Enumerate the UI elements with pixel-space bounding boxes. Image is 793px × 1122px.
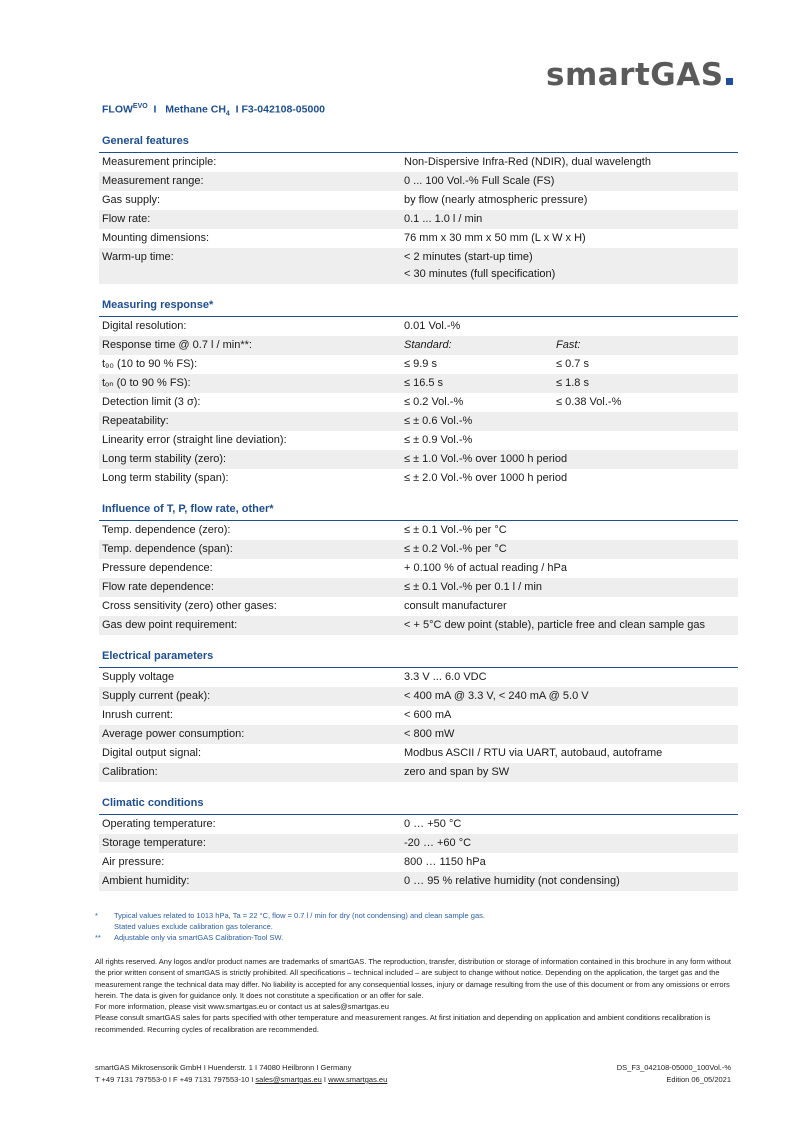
spec-row — [99, 706, 738, 725]
spec-value: < + 5°C dew point (stable), particle free and clean sample gas — [404, 619, 705, 631]
spec-table — [99, 153, 738, 284]
footnote-line: Typical values related to 1013 hPa, Ta = 22 °C, flow = 0.7 l / min for dry (not condensing) and clean sample gas. — [114, 911, 485, 920]
spec-row — [99, 191, 738, 210]
spec-value: ≤ ± 1.0 Vol.-% over 1000 h period — [404, 453, 568, 465]
spec-label: Long term stability (span): — [102, 472, 229, 484]
spec-value: ≤ ± 0.2 Vol.-% per °C — [404, 543, 507, 555]
website-link[interactable]: www.smartgas.eu — [328, 1075, 388, 1084]
spec-row — [99, 834, 738, 853]
spec-value: 800 … 1150 hPa — [404, 856, 486, 868]
spec-row — [99, 172, 738, 191]
section-influence — [99, 501, 738, 635]
standard-header: Standard: — [404, 339, 452, 351]
legal-notice — [95, 956, 735, 1035]
spec-row — [99, 597, 738, 616]
spec-row — [99, 559, 738, 578]
spec-label: Temp. dependence (zero): — [102, 524, 231, 536]
footnote-mark: * — [95, 911, 98, 920]
spec-label: Pressure dependence: — [102, 562, 213, 574]
spec-value — [401, 374, 738, 393]
page-footer — [95, 1062, 731, 1086]
product-name: FLOW — [102, 103, 133, 116]
spec-row — [99, 317, 738, 336]
spec-label: Supply current (peak): — [102, 690, 211, 702]
spec-value: 3.3 V ... 6.0 VDC — [404, 671, 487, 683]
email-link[interactable]: sales@smartgas.eu — [255, 1075, 322, 1084]
spec-label: Warm-up time: — [102, 251, 174, 263]
spec-label: Gas supply: — [102, 194, 161, 206]
spec-label: Ambient humidity: — [102, 875, 190, 887]
logo-text: smartGAS — [546, 57, 724, 93]
spec-row — [99, 393, 738, 412]
spec-label: Calibration: — [102, 766, 158, 778]
footnote-text — [114, 910, 485, 932]
spec-label: Gas dew point requirement: — [102, 619, 238, 631]
spec-value — [401, 393, 738, 412]
footnote — [95, 910, 735, 932]
spec-value: < 400 mA @ 3.3 V, < 240 mA @ 5.0 V — [404, 690, 589, 702]
logo-dot — [726, 78, 733, 85]
footnotes — [95, 910, 735, 943]
spec-value — [401, 248, 738, 282]
spec-row — [99, 374, 738, 393]
spec-row — [99, 431, 738, 450]
document-title — [102, 103, 325, 118]
contact-separator: I — [321, 1075, 329, 1084]
section-title: General features — [99, 133, 738, 153]
product-sup: EVO — [132, 103, 148, 110]
spec-value: 0 ... 100 Vol.-% Full Scale (FS) — [404, 175, 555, 187]
spec-row — [99, 540, 738, 559]
spec-row — [99, 469, 738, 488]
legal-paragraph: For more information, please visit www.smartgas.eu or contact us at sales@smartgas.eu — [95, 1002, 389, 1012]
title-separator: I — [153, 103, 157, 116]
spec-label: Long term stability (zero): — [102, 453, 227, 465]
spec-row — [99, 687, 738, 706]
footnote-text: Adjustable only via smartGAS Calibration-Tool SW. — [114, 933, 284, 942]
spec-value: ≤ ± 0.1 Vol.-% per 0.1 l / min — [404, 581, 543, 593]
spec-value: 76 mm x 30 mm x 50 mm (L x W x H) — [404, 232, 586, 244]
standard-value: ≤ 0.2 Vol.-% — [404, 396, 464, 408]
spec-value: + 0.100 % of actual reading / hPa — [404, 562, 567, 574]
section-electrical — [99, 648, 738, 782]
spec-value: ≤ ± 0.9 Vol.-% — [404, 434, 473, 446]
spec-label: Measurement principle: — [102, 156, 217, 168]
section-title: Climatic conditions — [99, 795, 738, 815]
spec-sections — [99, 133, 738, 904]
spec-value: Non-Dispersive Infra-Red (NDIR), dual wavelength — [404, 156, 651, 168]
standard-value: ≤ 16.5 s — [404, 377, 444, 389]
phone-fax: T +49 7131 797553-0 I F +49 7131 797553-10 I — [95, 1075, 256, 1084]
spec-label: Inrush current: — [102, 709, 173, 721]
edition: Edition 06_05/2021 — [666, 1075, 731, 1084]
spec-label: t₉₀ (10 to 90 % FS): — [102, 358, 198, 370]
spec-label: Measurement range: — [102, 175, 204, 187]
spec-row — [99, 412, 738, 431]
spec-row — [99, 521, 738, 540]
spec-label: Operating temperature: — [102, 818, 216, 830]
spec-row — [99, 872, 738, 891]
spec-label: Storage temperature: — [102, 837, 206, 849]
spec-row — [99, 450, 738, 469]
spec-value: Modbus ASCII / RTU via UART, autobaud, autoframe — [404, 747, 663, 759]
spec-row — [99, 336, 738, 355]
title-separator: I — [235, 103, 239, 116]
standard-value: ≤ 9.9 s — [404, 358, 437, 370]
spec-value: 0.1 ... 1.0 l / min — [404, 213, 483, 225]
footnote — [95, 932, 735, 943]
spec-row — [99, 763, 738, 782]
smartgas-logo — [546, 58, 731, 92]
spec-value: -20 … +60 °C — [404, 837, 472, 849]
part-code: F3-042108-05000 — [241, 103, 325, 116]
spec-label: Digital output signal: — [102, 747, 202, 759]
spec-row — [99, 578, 738, 597]
spec-value: ≤ ± 2.0 Vol.-% over 1000 h period — [404, 472, 568, 484]
spec-row — [99, 355, 738, 374]
spec-value-line: < 30 minutes (full specification) — [404, 268, 556, 280]
document-id: DS_F3_042108-05000_100Vol.-% — [616, 1063, 731, 1072]
spec-row — [99, 210, 738, 229]
spec-row — [99, 248, 738, 284]
legal-paragraph: Please consult smartGAS sales for parts specified with other temperature and measurement ranges. At first initiation and depending on application and ambient conditions recalibration is recommended. Recurring cycles of recalibration are recommended. — [95, 1013, 711, 1034]
spec-value — [401, 336, 738, 355]
spec-value: < 800 mW — [404, 728, 455, 740]
section-general-features — [99, 133, 738, 284]
footnote-line: Stated values exclude calibration gas tolerance. — [114, 922, 273, 931]
spec-value: < 600 mA — [404, 709, 452, 721]
spec-label: Flow rate dependence: — [102, 581, 214, 593]
spec-row — [99, 853, 738, 872]
spec-value: 0 … +50 °C — [404, 818, 462, 830]
company-address: smartGAS Mikrosensorik GmbH I Huenderstr. 1 I 74080 Heilbronn I Germany — [95, 1063, 352, 1072]
section-climatic — [99, 795, 738, 891]
section-title: Electrical parameters — [99, 648, 738, 668]
spec-value — [401, 355, 738, 374]
spec-label: Response time @ 0.7 l / min**: — [102, 339, 252, 351]
gas-subscript: 4 — [225, 110, 230, 118]
spec-label: Air pressure: — [102, 856, 165, 868]
spec-row — [99, 153, 738, 172]
spec-label: Supply voltage — [102, 671, 175, 683]
section-title: Measuring response* — [99, 297, 738, 317]
spec-row — [99, 725, 738, 744]
spec-value: 0 … 95 % relative humidity (not condensing) — [404, 875, 620, 887]
spec-value: zero and span by SW — [404, 766, 510, 778]
spec-label: tₒₙ (0 to 90 % FS): — [102, 377, 191, 389]
fast-value: ≤ 0.38 Vol.-% — [556, 396, 622, 408]
footnote-mark: ** — [95, 933, 101, 942]
spec-table — [99, 815, 738, 891]
spec-label: Linearity error (straight line deviation): — [102, 434, 287, 446]
spec-row — [99, 229, 738, 248]
gas-name: Methane CH — [165, 103, 226, 116]
spec-value: ≤ ± 0.6 Vol.-% — [404, 415, 473, 427]
spec-value-line: < 2 minutes (start-up time) — [404, 251, 533, 263]
section-measuring-response — [99, 297, 738, 488]
spec-value: by flow (nearly atmospheric pressure) — [404, 194, 588, 206]
document-info — [617, 1062, 731, 1086]
spec-label: Digital resolution: — [102, 320, 187, 332]
spec-label: Cross sensitivity (zero) other gases: — [102, 600, 277, 612]
legal-paragraph: All rights reserved. Any logos and/or product names are trademarks of smartGAS. The reproduction, transfer, distribution or storage of information contained in this brochure in any form without the prior written consent of smartGAS is strictly prohibited. All specifications – technical included – are subject to change without notice. Depending on the application, the target gas and the measurement range the technical data may differ. No liability is accepted for any consequential losses, injury or damage resulting from the use of this document or from any omissions or errors herein. The data is given for guidance only. It does not constitute a specification or an offer for sale. — [95, 957, 732, 1000]
spec-row — [99, 815, 738, 834]
spec-row — [99, 668, 738, 687]
fast-header: Fast: — [556, 339, 581, 351]
spec-label: Temp. dependence (span): — [102, 543, 233, 555]
spec-value: 0.01 Vol.-% — [404, 320, 461, 332]
spec-label: Average power consumption: — [102, 728, 245, 740]
fast-value: ≤ 1.8 s — [556, 377, 589, 389]
spec-label: Repeatability: — [102, 415, 169, 427]
spec-row — [99, 616, 738, 635]
spec-table — [99, 317, 738, 488]
fast-value: ≤ 0.7 s — [556, 358, 589, 370]
spec-table — [99, 668, 738, 782]
spec-label: Flow rate: — [102, 213, 151, 225]
spec-value: consult manufacturer — [404, 600, 507, 612]
spec-row — [99, 744, 738, 763]
spec-label: Mounting dimensions: — [102, 232, 210, 244]
spec-table — [99, 521, 738, 635]
spec-label: Detection limit (3 σ): — [102, 396, 201, 408]
section-title: Influence of T, P, flow rate, other* — [99, 501, 738, 521]
spec-value: ≤ ± 0.1 Vol.-% per °C — [404, 524, 507, 536]
